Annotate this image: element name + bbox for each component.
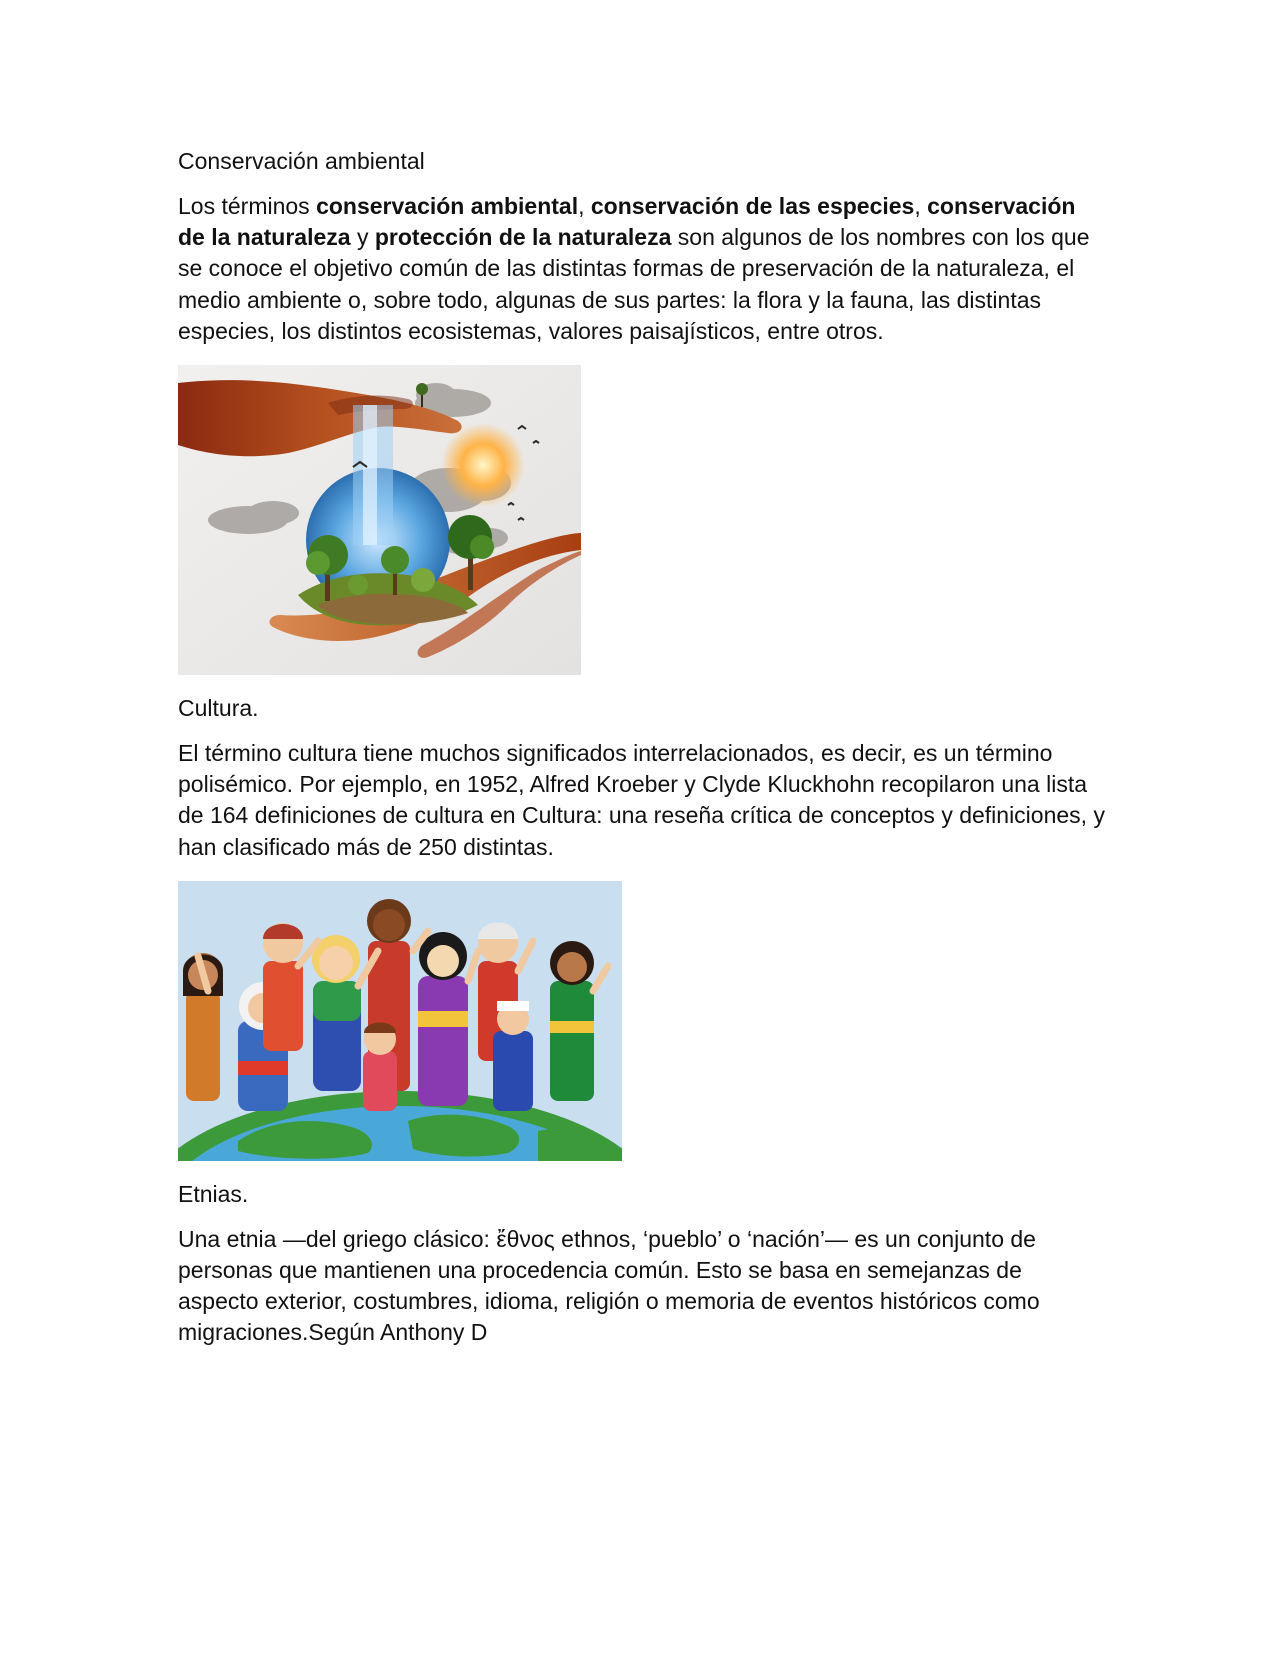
bold-term: conservación de la naturaleza <box>178 193 1076 251</box>
bold-term: conservación ambiental <box>316 193 579 219</box>
paragraph-etnias: Una etnia —del griego clásico: ἔθνος ethnos, ‘pueblo’ o ‘nación’— es un conjunto de personas que mantienen una procedencia común. Esto se basa en semejanzas de aspecto exterior, costumbres, idioma, religión o memoria de eventos históricos como migraciones.Según Anthony D <box>178 1225 1040 1346</box>
children-world-image <box>178 881 622 1161</box>
heading-conservacion: Conservación ambiental <box>178 148 425 174</box>
text-run: Los términos <box>178 193 317 219</box>
text-run: , <box>578 193 591 219</box>
hands-nature-image <box>178 365 581 675</box>
bold-term: protección de la naturaleza <box>374 224 672 251</box>
text-run: , <box>914 193 928 219</box>
paragraph-cultura: El término cultura tiene muchos significados interrelacionados, es decir, es un término polisémico. Por ejemplo, en 1952, Alfred Kroeber y Clyde Kluckhohn recopilaron una lista de 164 definiciones de cultura en Cultura: una reseña crítica de conceptos y definiciones, y han clasificado más de 250 distintas. <box>178 740 1105 860</box>
heading-cultura: Cultura. <box>178 695 259 722</box>
text-run: y <box>350 224 375 251</box>
document-page <box>178 146 1108 1349</box>
hands-nature-illustration <box>178 365 581 675</box>
text-run: son algunos de los nombres con los que se conoce el objetivo común de las distintas formas de preservación de la naturaleza, el medio ambiente o, sobre todo, algunas de sus partes: la flora y la fauna, las distintas especies, los distintos ecosistemas, valores paisajísticos, entre otros. <box>178 224 1090 344</box>
heading-etnias: Etnias. <box>178 1180 249 1207</box>
bold-term: conservación de las especies <box>590 193 915 219</box>
children-world-illustration <box>178 881 622 1161</box>
paragraph-conservacion <box>178 191 1108 347</box>
